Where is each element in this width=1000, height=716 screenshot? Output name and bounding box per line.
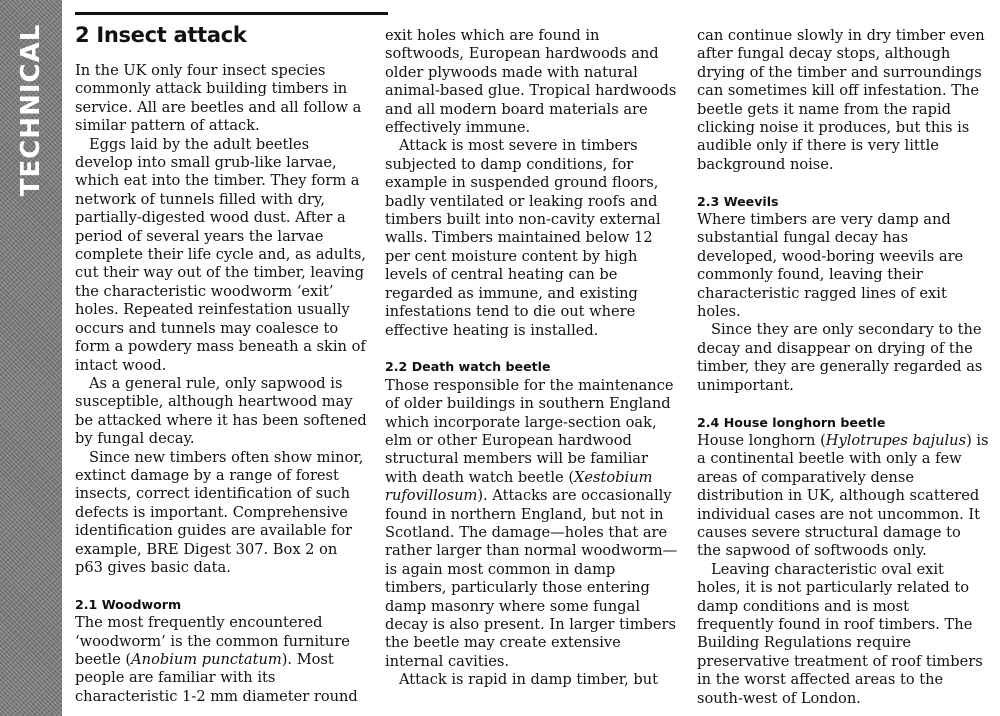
paragraph: As a general rule, only sapwood is susceptible, although heartwood may be attacked where it has been softened by fungal decay. [75,374,367,448]
spacer [697,174,989,192]
text: ). Most people are familiar with its characteristic 1-2 mm diameter round [75,650,358,705]
text: ). Attacks are occasionally found in northern England, but not in Scotland. The damage—holes that are rather larger than normal woodworm—is again most common in damp timbers, particularly those entering damp masonry where some fungal decay is also present. In larger timbers the beetle may create extensive internal cavities. [385,487,678,670]
text: ) is a continental beetle with only a few areas of comparatively dense distribution in UK, although scattered individual cases are not uncommon. It causes severe structural damage to the sapwood of softwoods only. [697,431,989,560]
section-sidebar [0,0,62,716]
subheading-death-watch: 2.2 Death watch beetle [385,359,551,375]
spacer [385,340,680,358]
latin-name: Anobium punctatum [131,650,282,668]
paragraph: In the UK only four insect species commonly attack building timbers in service. All are beetles and all follow a similar pattern of attack. [75,62,362,135]
latin-name: Xestobium rufovillosum [385,468,653,505]
section-label: TECHNICAL [16,23,46,197]
column-3 [697,0,989,716]
paragraph [385,377,680,672]
column-1 [75,0,367,716]
article-title: 2 Insect attack [75,23,247,47]
subheading-woodworm: 2.1 Woodworm [75,596,182,612]
subheading-house-longhorn: 2.4 House longhorn beetle [697,414,886,430]
paragraph [75,614,367,706]
paragraph: Attack is rapid in damp timber, but [399,671,659,689]
text: The most frequently encountered ‘woodworm’ is the common furniture beetle ( [75,614,350,668]
spacer [75,577,367,595]
text: Those responsible for the maintenance of older buildings in southern England which incorporate large-section oak, elm or other European hardwood structural members will be familiar with death watch beetle ( [385,376,674,486]
spacer [697,395,989,413]
paragraph: Where timbers are very damp and substantial fungal decay has developed, wood-boring weevils are commonly found, leaving their characteristic ragged lines of exit holes. [697,211,964,321]
latin-name: Hylotrupes bajulus [825,431,967,449]
text: House longhorn ( [697,431,826,449]
paragraph: can continue slowly in dry timber even after fungal decay stops, although drying of the timber and surroundings can sometimes kill off infestation. The beetle gets it name from the rapid clicking noise it produces, but this is audible only if there is very little background noise. [697,27,985,173]
paragraph: Eggs laid by the adult beetles develop into small grub-like larvae, which eat into the timber. They form a network of tunnels filled with dry, partially-digested wood dust. After a period of several years the larvae complete their life cycle and, as adults, cut their way out of the timber, leaving the characteristic woodworm ‘exit’ holes. Repeated reinfestation usually occurs and tunnels may coalesce to form a powdery mass beneath a skin of intact wood. [75,135,366,374]
paragraph: Since they are only secondary to the decay and disappear on drying of the timber, they are generally regarded as unimportant. [697,321,983,394]
paragraph: Leaving characteristic oval exit holes, it is not particularly related to damp conditions and is most frequently found in roof timbers. The Building Regulations require preservative treatment of roof timbers in the worst affected areas to the south-west of London. [697,560,983,707]
paragraph [697,432,989,561]
column-2 [385,0,680,716]
paragraph: Attack is most severe in timbers subjected to damp conditions, for example in suspended ground floors, badly ventilated or leaking roofs and timbers built into non-cavity external walls. Timbers maintained below 12 per cent moisture content by high levels of central heating can be regarded as immune, and existing infestations tend to die out where effective heating is installed. [385,137,661,339]
paragraph: Since new timbers often show minor, extinct damage by a range of forest insects, correct identification of such defects is important. Comprehensive identification guides are available for example, BRE Digest 307. Box 2 on p63 gives basic data. [75,448,364,576]
paragraph: exit holes which are found in softwoods, European hardwoods and older plywoods made with natural animal-based glue. Tropical hardwoods and all modern board materials are effectively immune. [385,27,677,137]
subheading-weevils: 2.3 Weevils [697,193,779,209]
